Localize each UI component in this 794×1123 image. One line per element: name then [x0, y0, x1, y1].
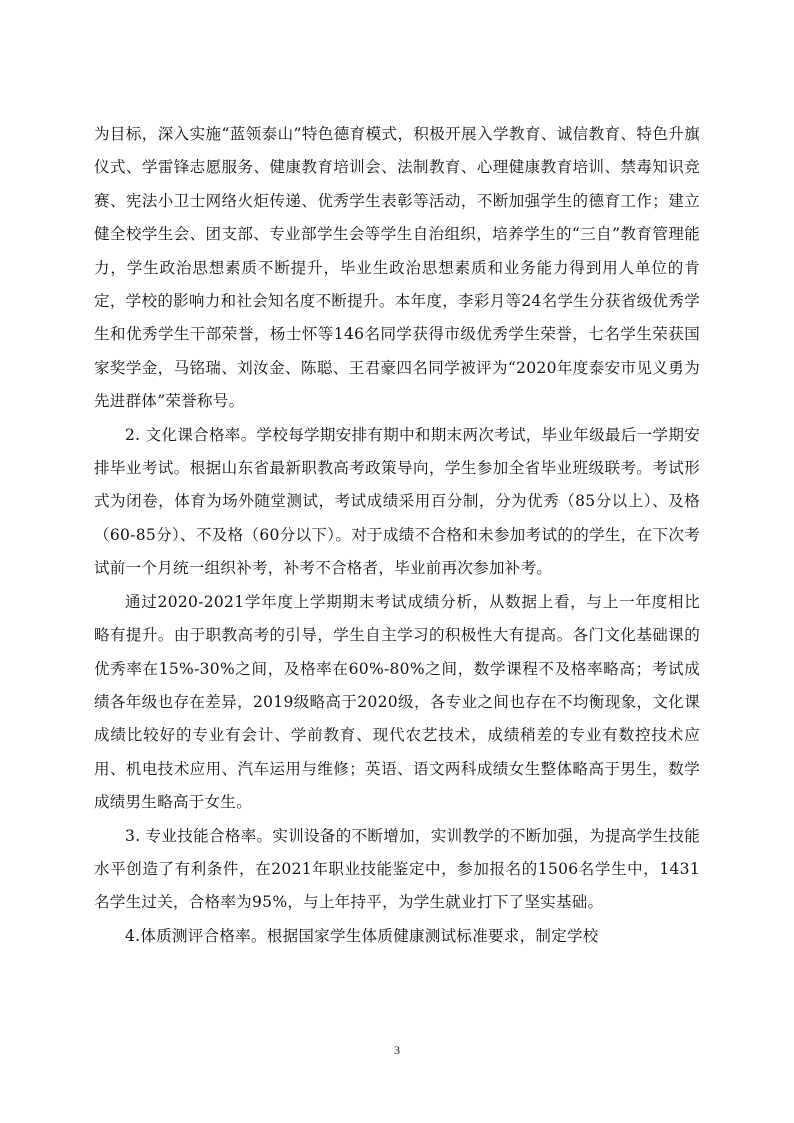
paragraph-exam-analysis: 通过2020-2021学年度上学期期末考试成绩分析，从数据上看，与上一年度相比略有提升。由于职教高考的引导，学生自主学习的积极性大有提高。各门文化基础课的优秀率在15%-30%之间，及格率在60%-80%之间，数学课程不及格率略高；考试成绩各年级也存在差异，2019级略高于2020级，各专业之间也存在不均衡现象，文化课成绩比较好的专业有会计、学前教育、现代农艺技术，成绩稍差的专业有数控技术应用、机电技术应用、汽车运用与维修；英语、语文两科成绩女生整体略高于男生，数学成绩男生略高于女生。 — [94, 592, 700, 812]
paragraph-skill-pass-rate: 3. 专业技能合格率。实训设备的不断增加，实训教学的不断加强，为提高学生技能水平创造了有利条件，在2021年职业技能鉴定中，参加报名的1506名学生中，1431名学生过关，合格率为95%，与上年持平，为学生就业打下了坚实基础。 — [94, 826, 700, 912]
paragraph-culture-course-pass-rate: 2. 文化课合格率。学校每学期安排有期中和期末两次考试，毕业年级最后一学期安排毕业考试。根据山东省最新职教高考政策导向，学生参加全省毕业班级联考。考试形式为闭卷，体育为场外随堂测试，考试成绩采用百分制，分为优秀（85分以上）、及格（60-85分）、不及格（60分以下）。对于成绩不合格和未参加考试的的学生，在下次考试前一个月统一组织补考，补考不合格者，毕业前再次参加补考。 — [94, 425, 700, 578]
page-number: 3 — [394, 1043, 400, 1057]
page-body — [94, 118, 700, 953]
paragraph-moral-education: 为目标，深入实施“蓝领泰山”特色德育模式，积极开展入学教育、诚信教育、特色升旗仪式、学雷锋志愿服务、健康教育培训会、法制教育、心理健康教育培训、禁毒知识竞赛、宪法小卫士网络火炬传递、优秀学生表彰等活动，不断加强学生的德育工作；建立健全校学生会、团支部、专业部学生会等学生自治组织，培养学生的“三自”教育管理能力，学生政治思想素质不断提升，毕业生政治思想素质和业务能力得到用人单位的肯定，学校的影响力和社会知名度不断提升。本年度，李彩月等24名学生分获省级优秀学生和优秀学生干部荣誉，杨士怀等146名同学获得市级优秀学生荣誉，七名学生荣获国家奖学金，马铭瑞、刘汝金、陈聪、王君豪四名同学被评为“2020年度泰安市见义勇为先进群体”荣誉称号。 — [94, 125, 700, 411]
paragraph-physical-test-pass-rate: 4.体质测评合格率。根据国家学生体质健康测试标准要求，制定学校 — [125, 926, 599, 945]
